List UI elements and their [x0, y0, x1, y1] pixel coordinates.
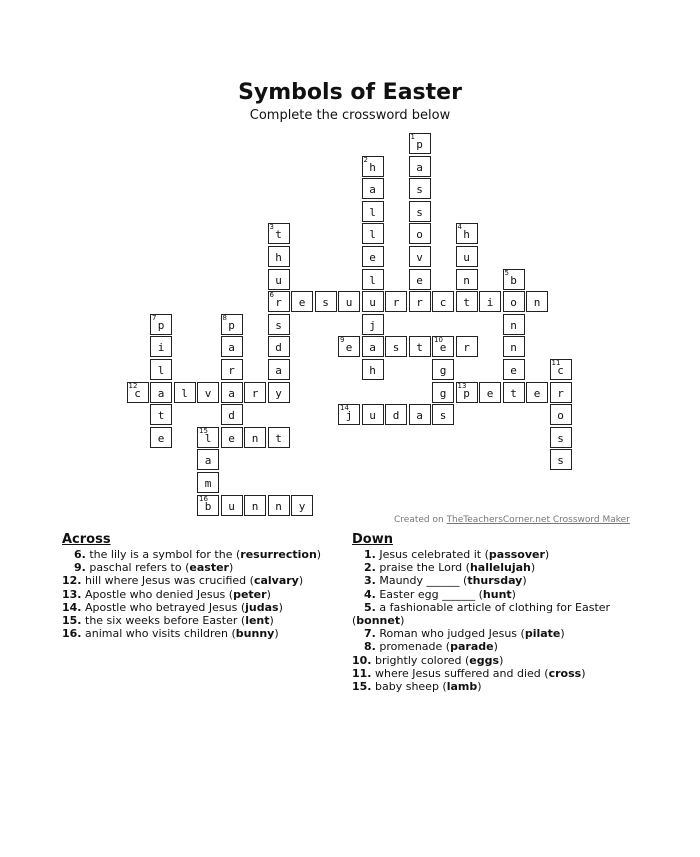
across-clue: 14. Apostle who betrayed Jesus (judas)	[62, 600, 283, 614]
cell-number: 3	[269, 223, 274, 232]
cell-letter: e	[345, 341, 353, 355]
grid-cell[interactable]	[268, 291, 290, 312]
cell-letter: s	[439, 409, 447, 423]
cell-letter: r	[416, 296, 423, 310]
grid-cell[interactable]	[503, 382, 525, 403]
cell-letter: u	[228, 499, 235, 513]
cell-letter: e	[510, 364, 517, 377]
grid-cell[interactable]	[127, 382, 149, 403]
cell-letter: t	[275, 228, 282, 242]
grid-cell[interactable]	[362, 223, 384, 244]
down-clue: 10. brightly colored (eggs)	[352, 653, 504, 667]
clue-answer: thursday	[467, 574, 523, 588]
grid-cell[interactable]	[197, 427, 219, 448]
clue-text: hill where Jesus was crucified	[85, 574, 247, 588]
grid-cell[interactable]	[338, 291, 360, 312]
cell-letter: u	[369, 296, 376, 310]
grid-cell[interactable]	[268, 495, 290, 516]
grid-cell[interactable]	[174, 382, 196, 403]
cell-number: 15	[199, 426, 208, 435]
down-clue: 15. baby sheep (lamb)	[352, 680, 482, 694]
grid-cell[interactable]	[150, 314, 172, 335]
grid-cell[interactable]	[456, 291, 478, 312]
clue-text: animal who visits children	[85, 627, 228, 641]
grid-cell[interactable]	[409, 156, 431, 177]
clue-number: 15.	[352, 680, 372, 694]
grid-cell[interactable]	[456, 336, 478, 357]
cell-letter: g	[439, 386, 447, 400]
cell-letter: j	[345, 409, 353, 423]
grid-cell[interactable]	[432, 336, 454, 357]
cell-letter: e	[157, 431, 165, 445]
down-clue: 11. where Jesus suffered and died (cross)	[352, 666, 586, 680]
clue-text: Maundy ______	[379, 574, 460, 588]
clue-number: 15.	[62, 614, 82, 628]
clue-text: Roman who judged Jesus	[379, 627, 518, 641]
cell-letter: l	[369, 205, 376, 219]
grid-cell[interactable]	[362, 359, 384, 380]
clue-answer: cross	[548, 666, 582, 680]
cell-letter: u	[275, 273, 282, 287]
grid-cell[interactable]	[409, 178, 431, 199]
cell-letter: n	[510, 341, 517, 355]
clue-number: 8.	[364, 640, 376, 654]
cell-letter: l	[181, 386, 188, 400]
clue-text: Apostle who denied Jesus	[85, 587, 226, 601]
clue-answer: calvary	[253, 574, 299, 588]
down-clue: 7. Roman who judged Jesus (pilate)	[352, 627, 642, 640]
grid-cell[interactable]	[221, 495, 243, 516]
clue-number: 16.	[62, 627, 82, 641]
grid-cell[interactable]	[221, 427, 243, 448]
grid-cell[interactable]	[221, 404, 243, 425]
clue-answer: pilate	[524, 627, 561, 641]
cell-letter: a	[369, 183, 376, 197]
cell-letter: p	[228, 318, 235, 332]
down-clue-list	[352, 548, 642, 693]
cell-number: 4	[457, 223, 462, 232]
cell-letter: n	[251, 431, 259, 445]
grid-cell[interactable]	[362, 201, 384, 222]
cell-number: 10	[434, 336, 443, 345]
cell-letter: d	[275, 341, 282, 355]
grid-cell[interactable]	[385, 404, 407, 425]
clue-answer: peter	[233, 587, 267, 601]
grid-cell[interactable]	[197, 472, 219, 493]
clue-number: 13.	[62, 587, 82, 601]
cell-letter: g	[439, 364, 447, 377]
cell-number: 13	[457, 381, 467, 390]
cell-letter: r	[251, 386, 259, 400]
cell-letter: t	[275, 431, 282, 445]
clue-number: 5.	[364, 600, 376, 614]
cell-letter: i	[486, 296, 494, 310]
cell-letter: c	[557, 364, 564, 377]
clue-text: Jesus celebrated it	[379, 548, 482, 561]
cell-letter: u	[345, 296, 353, 310]
grid-cell[interactable]	[197, 495, 219, 516]
grid-cell[interactable]	[503, 314, 525, 335]
grid-cell[interactable]	[150, 336, 172, 357]
cell-number: 12	[128, 381, 138, 390]
grid-cell[interactable]	[409, 291, 431, 312]
grid-cell[interactable]	[244, 427, 266, 448]
grid-cell[interactable]	[550, 404, 572, 425]
cell-letter: y	[298, 499, 306, 513]
cell-letter: a	[275, 364, 282, 377]
grid-cell[interactable]	[362, 178, 384, 199]
cell-letter: e	[416, 273, 423, 287]
grid-cell[interactable]	[479, 291, 501, 312]
cell-letter: c	[439, 296, 447, 310]
grid-cell[interactable]	[409, 223, 431, 244]
cell-letter: l	[157, 364, 165, 377]
grid-cell[interactable]	[291, 291, 313, 312]
grid-cell[interactable]	[268, 314, 290, 335]
grid-cell[interactable]	[550, 449, 572, 470]
cell-letter: e	[533, 386, 541, 400]
grid-cell[interactable]	[244, 382, 266, 403]
grid-cell[interactable]	[550, 427, 572, 448]
grid-cell[interactable]	[503, 359, 525, 380]
grid-cell[interactable]	[362, 291, 384, 312]
grid-cell[interactable]	[432, 382, 454, 403]
clue-number: 2.	[364, 561, 376, 575]
cell-letter: l	[204, 431, 212, 445]
credit-link[interactable]: TheTeachersCorner.net Crossword Maker	[446, 515, 630, 525]
grid-cell[interactable]	[409, 336, 431, 357]
grid-cell[interactable]	[432, 359, 454, 380]
cell-letter: r	[228, 364, 235, 377]
clue-answer: judas	[245, 600, 279, 614]
grid-cell[interactable]	[150, 359, 172, 380]
cell-letter: e	[298, 296, 306, 310]
cell-letter: h	[275, 251, 282, 264]
cell-number: 8	[222, 313, 227, 322]
cell-letter: e	[369, 251, 376, 264]
grid-cell[interactable]	[385, 336, 407, 357]
cell-letter: a	[416, 409, 423, 423]
cell-letter: s	[416, 183, 423, 197]
cell-letter: r	[463, 341, 470, 355]
cell-letter: l	[369, 228, 376, 242]
grid-cell[interactable]	[456, 382, 478, 403]
across-clue: 13. Apostle who denied Jesus (peter)	[62, 587, 271, 601]
grid-cell[interactable]	[291, 495, 313, 516]
grid-cell[interactable]	[526, 291, 548, 312]
clue-text: a fashionable article of clothing for Easter	[379, 600, 611, 614]
grid-cell[interactable]	[362, 336, 384, 357]
clue-text: brightly colored	[375, 653, 462, 667]
down-heading: Down	[352, 532, 393, 547]
cell-number: 2	[363, 155, 368, 164]
cell-letter: e	[486, 386, 494, 400]
cell-number: 5	[504, 268, 509, 277]
grid-cell[interactable]	[268, 427, 290, 448]
cell-letter: t	[157, 409, 165, 423]
down-clue: 3. Maundy ______ (thursday)	[352, 574, 642, 587]
cell-letter: a	[416, 160, 423, 174]
cell-letter: a	[157, 386, 165, 400]
cell-letter: n	[463, 273, 470, 287]
grid-cell[interactable]	[550, 359, 572, 380]
grid-cell[interactable]	[315, 291, 337, 312]
cell-letter: h	[463, 228, 470, 242]
clue-answer: passover	[488, 548, 545, 561]
clue-answer: hunt	[482, 587, 512, 601]
cell-number: 9	[340, 336, 345, 345]
clue-number: 4.	[364, 587, 376, 601]
cell-letter: b	[204, 499, 212, 513]
cell-letter: s	[416, 205, 423, 219]
clue-text: praise the Lord	[379, 561, 463, 575]
cell-letter: m	[204, 477, 212, 490]
cell-letter: h	[369, 160, 376, 174]
down-clue: 2. praise the Lord (hallelujah)	[352, 561, 642, 574]
down-clue: 5. a fashionable article of clothing for Easter (bonnet)	[352, 600, 611, 628]
cell-letter: d	[392, 409, 400, 423]
page-title: Symbols of Easter	[238, 80, 462, 105]
grid-cell[interactable]	[432, 291, 454, 312]
across-clue: 15. the six weeks before Easter (lent)	[62, 614, 274, 628]
cell-letter: a	[228, 386, 235, 400]
clue-number: 6.	[74, 548, 86, 561]
grid-cell[interactable]	[268, 269, 290, 290]
cell-letter: s	[275, 318, 282, 332]
grid-cell[interactable]	[268, 359, 290, 380]
grid-cell[interactable]	[456, 246, 478, 267]
cell-letter: a	[228, 341, 235, 355]
grid-cell[interactable]	[362, 314, 384, 335]
cell-number: 11	[551, 359, 561, 367]
grid-cell[interactable]	[456, 223, 478, 244]
across-heading: Across	[62, 532, 111, 547]
clue-number: 11.	[352, 666, 372, 680]
clue-number: 10.	[352, 653, 372, 667]
clue-answer: parade	[450, 640, 494, 654]
cell-letter: p	[157, 318, 165, 332]
grid-cell[interactable]	[385, 291, 407, 312]
clue-answer: bunny	[235, 627, 275, 641]
cell-letter: c	[134, 386, 141, 400]
grid-cell[interactable]	[338, 404, 360, 425]
grid-cell[interactable]	[268, 223, 290, 244]
clue-answer: hallelujah	[469, 561, 531, 575]
cell-letter: r	[275, 296, 282, 310]
cell-letter: s	[392, 341, 400, 355]
down-clue: 8. promenade (parade)	[352, 640, 642, 653]
grid-cell[interactable]	[362, 246, 384, 267]
grid-cell[interactable]	[197, 449, 219, 470]
cell-number: 1	[410, 133, 415, 141]
clue-answer: resurrection	[240, 548, 317, 561]
grid-cell[interactable]	[268, 336, 290, 357]
grid-cell[interactable]	[362, 269, 384, 290]
cell-letter: t	[416, 341, 423, 355]
clue-text: the six weeks before Easter	[85, 614, 238, 628]
cell-letter: t	[510, 386, 517, 400]
cell-letter: y	[275, 386, 282, 400]
clue-answer: bonnet	[356, 614, 401, 628]
down-clue: 4. Easter egg ______ (hunt)	[352, 588, 642, 601]
clue-text: promenade	[379, 640, 443, 654]
cell-letter: v	[416, 251, 423, 264]
down-clue: 1. Jesus celebrated it (passover)	[352, 548, 642, 561]
grid-cell[interactable]	[503, 291, 525, 312]
grid-cell[interactable]	[244, 495, 266, 516]
cell-letter: o	[416, 228, 423, 242]
grid-cell[interactable]	[221, 336, 243, 357]
cell-letter: j	[369, 318, 376, 332]
grid-cell[interactable]	[409, 133, 431, 154]
grid-cell[interactable]	[550, 382, 572, 403]
clue-answer: lent	[245, 614, 270, 628]
cell-letter: b	[510, 273, 517, 287]
grid-cell[interactable]	[221, 382, 243, 403]
across-clue: 9. paschal refers to (easter)	[62, 561, 347, 574]
grid-cell[interactable]	[221, 314, 243, 335]
clue-number: 12.	[62, 574, 82, 588]
down-clues	[352, 532, 642, 693]
page-subtitle: Complete the crossword below	[249, 108, 451, 123]
cell-letter: h	[369, 364, 376, 377]
clue-number: 3.	[364, 574, 376, 588]
cell-letter: a	[369, 341, 376, 355]
cell-number: 7	[152, 313, 157, 322]
cell-letter: n	[533, 296, 541, 310]
clue-number: 7.	[364, 627, 376, 641]
clue-answer: easter	[189, 561, 229, 575]
across-clues	[62, 532, 347, 640]
cell-letter: o	[510, 296, 517, 310]
clue-number: 14.	[62, 600, 82, 614]
grid-cell[interactable]	[503, 336, 525, 357]
grid-cell[interactable]	[409, 404, 431, 425]
cell-number: 14	[340, 404, 349, 413]
clue-answer: lamb	[446, 680, 478, 694]
cell-letter: n	[510, 318, 517, 332]
cell-letter: e	[439, 341, 447, 355]
across-clue: 6. the lily is a symbol for the (resurrection)	[62, 548, 347, 561]
clue-answer: eggs	[469, 653, 500, 667]
grid-cell[interactable]	[456, 269, 478, 290]
clue-number: 9.	[74, 561, 86, 575]
grid-cell[interactable]	[221, 359, 243, 380]
grid-cell[interactable]	[432, 404, 454, 425]
grid-cell[interactable]	[503, 269, 525, 290]
across-clue-list	[62, 548, 347, 640]
grid-cell[interactable]	[409, 246, 431, 267]
clue-text: Apostle who betrayed Jesus	[85, 600, 238, 614]
cell-letter: e	[228, 431, 235, 445]
cell-letter: d	[228, 409, 235, 423]
credit-line	[394, 515, 630, 525]
grid-cell[interactable]	[526, 382, 548, 403]
grid-cell[interactable]	[150, 404, 172, 425]
grid-cell[interactable]	[409, 201, 431, 222]
grid-cell[interactable]	[338, 336, 360, 357]
cell-number: 16	[199, 494, 208, 503]
clue-text: Easter egg ______	[379, 587, 476, 601]
cell-letter: p	[416, 138, 423, 151]
grid-cell[interactable]	[150, 427, 172, 448]
cell-letter: r	[392, 296, 400, 310]
cell-letter: s	[557, 454, 564, 468]
grid-cell[interactable]	[409, 269, 431, 290]
clue-number: 1.	[364, 548, 376, 561]
clue-text: where Jesus suffered and died	[375, 666, 541, 680]
cell-letter: n	[251, 499, 259, 513]
across-clue: 12. hill where Jesus was crucified (calvary)	[62, 574, 304, 588]
cell-letter: p	[463, 386, 470, 400]
across-clue: 16. animal who visits children (bunny)	[62, 627, 279, 641]
cell-letter: n	[275, 499, 282, 513]
cell-letter: i	[157, 341, 165, 355]
cell-letter: l	[369, 273, 376, 287]
cell-letter: r	[557, 386, 564, 400]
grid-cell[interactable]	[362, 404, 384, 425]
grid-cell[interactable]	[479, 382, 501, 403]
clue-text: paschal refers to	[89, 561, 182, 575]
clue-text: baby sheep	[375, 680, 439, 694]
grid-cell[interactable]	[362, 156, 384, 177]
cell-letter: s	[557, 431, 564, 445]
grid-cell[interactable]	[150, 382, 172, 403]
cell-letter: a	[204, 454, 212, 468]
cell-letter: o	[557, 409, 564, 423]
cell-letter: v	[204, 386, 212, 400]
grid-cell[interactable]	[268, 246, 290, 267]
cell-letter: t	[463, 296, 470, 310]
cell-letter: u	[369, 409, 376, 423]
cell-number: 6	[269, 291, 274, 300]
cell-letter: u	[463, 251, 470, 264]
grid-cell[interactable]	[197, 382, 219, 403]
grid-cell[interactable]	[268, 382, 290, 403]
credit-prefix: Created on	[394, 515, 447, 525]
cell-letter: s	[322, 296, 329, 310]
clue-text: the lily is a symbol for the	[89, 548, 233, 561]
